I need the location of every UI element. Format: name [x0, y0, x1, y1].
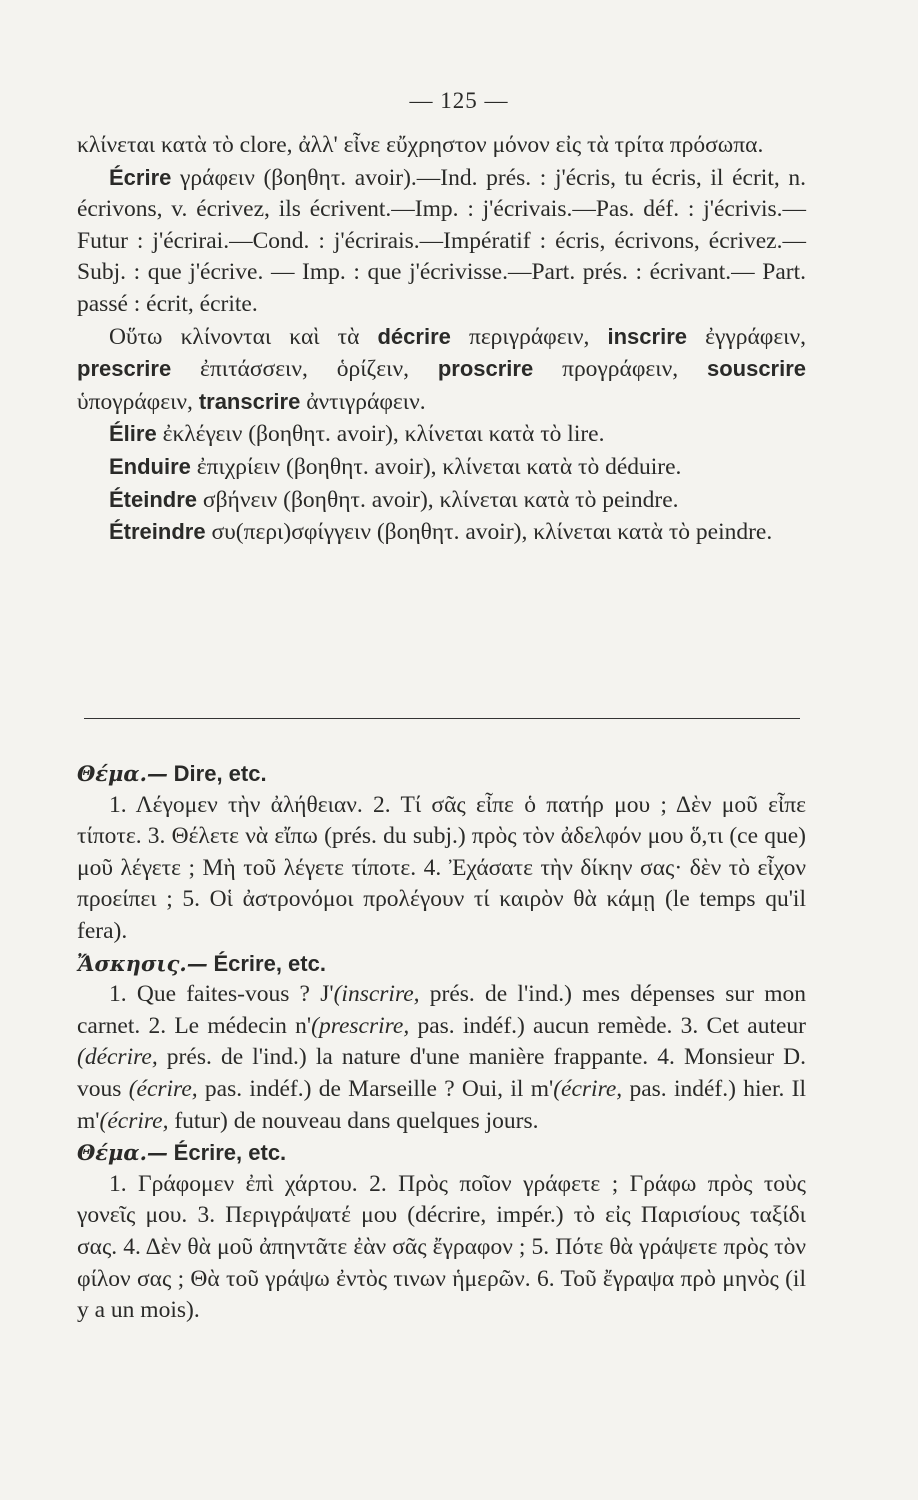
exercise-text: prés. de l'ind.) la nature d'une manière frappante. 4. Monsieur D. vous: [77, 1044, 806, 1102]
verb-decrire: décrire: [377, 323, 451, 349]
gloss-transcrire: ἀντιγράφειν.: [306, 388, 426, 415]
verb-headword: Enduire: [109, 453, 191, 479]
exercise-text: prés. de l'ind.) mes dépenses sur mon carnet. 2. Le médecin n': [77, 981, 807, 1039]
exercise-text: pas. indéf.) hier. Il m': [77, 1075, 806, 1134]
grammar-section: [77, 130, 806, 549]
ecrire-conjugation: γράφειν (βοηθητ. avoir).—Ind. prés. : j'écris, tu écris, il écrit, n. écrivons, v. écrivez, ils écrivent.—Imp. : j'écrivais.—Pas. déf. : j'écrivis.—Futur : j'écrirai.—Cond. : j'écrirais.—Impératif : écris, écrivons, écrivez.—Subj. : que j'écrive. — Imp. : que j'écrivisse.—Part. prés. : écrivant.— Part. passé : écrit, écrite.: [77, 164, 806, 317]
theme2-heading: [77, 1137, 806, 1169]
exercise-text: pas. indéf.) de Marseille ? Oui, il m': [197, 1075, 554, 1102]
exercise-verb: (inscrire,: [333, 981, 420, 1008]
verb-headword: Élire: [109, 421, 157, 447]
exercises-section: [77, 758, 806, 1327]
intro-paragraph: κλίνεται κατὰ τὸ clore, ἀλλ' εἶνε εὔχρηστον μόνον εἰς τὰ τρίτα πρόσωπα.: [77, 132, 764, 158]
compounds-lead: Οὕτω κλίνονται καὶ τὰ: [109, 323, 360, 350]
exercise-heading: [77, 948, 806, 980]
entry-elire: [77, 418, 806, 451]
section-divider: [84, 718, 800, 719]
exercise-verb: (prescrire,: [311, 1012, 410, 1039]
entry-text: σβήνειν (βοηθητ. avoir), κλίνεται κατὰ τὸ peindre.: [202, 486, 679, 513]
verb-headword: Étreindre: [109, 519, 206, 545]
heading-greek: Ἄσκησις.—: [77, 950, 208, 976]
verb-proscrire: proscrire: [437, 356, 534, 382]
ecrire-paragraph: [77, 162, 806, 321]
entry-text: ἐκλέγειν (βοηθητ. avoir), κλίνεται κατὰ τὸ lire.: [162, 421, 605, 448]
gloss-souscrire: ὑπογράφειν,: [77, 388, 193, 415]
heading-greek: Θέμα.—: [77, 761, 168, 786]
compounds-paragraph: [77, 321, 806, 419]
exercise-text: futur) de nouveau dans quelques jours.: [168, 1107, 539, 1134]
gloss-proscrire: προγράφειν,: [562, 356, 679, 383]
exercise-text: pas. indéf.) aucun remède. 3. Cet auteur: [409, 1012, 807, 1039]
entry-text: ἐπιχρίειν (βοηθητ. avoir), κλίνεται κατὰ τὸ déduire.: [196, 453, 682, 480]
entry-text: συ(περι)σφίγγειν (βοηθητ. avoir), κλίνεται κατὰ τὸ peindre.: [211, 519, 773, 546]
exercise-verb: (écrire,: [99, 1107, 169, 1134]
gloss-decrire: περιγράφειν,: [468, 323, 590, 350]
verb-headword: Éteindre: [109, 486, 198, 512]
theme1-body: 1. Λέγομεν τὴν ἀλήθειαν. 2. Τί σᾶς εἶπε ὁ πατήρ μου ; Δὲν μοῦ εἶπε τίποτε. 3. Θέλετε νὰ εἴπω (prés. du subj.) πρὸς τὸν ἀδελφόν μου ὅ,τι (ce que) μοῦ λέγετε ; Μὴ τοῦ λέγετε τίποτε. 4. Ἐχάσατε τὴν δίκην σας· δὲν τὸ εἶχον προείπει ; 5. Οἱ ἀστρονόμοι προλέγουν τί καιρὸν θὰ κάμῃ (le temps qu'il fera).: [77, 791, 806, 944]
heading-french: Écrire, etc.: [213, 950, 326, 976]
exercise-text: 1. Que faites-vous ? J': [109, 981, 334, 1008]
heading-greek: Θέμα.—: [77, 1140, 168, 1166]
verb-headword: Écrire: [109, 164, 172, 190]
heading-french: Dire, etc.: [173, 761, 267, 786]
gloss-inscrire: ἐγγράφειν,: [705, 323, 807, 350]
page-number: — 125 —: [409, 88, 509, 113]
verb-transcrire: transcrire: [198, 388, 301, 414]
verb-souscrire: souscrire: [706, 356, 807, 382]
theme2-body: 1. Γράφομεν ἐπὶ χάρτου. 2. Πρὸς ποῖον γράφετε ; Γράφω πρὸς τοὺς γονεῖς μου. 3. Περιγράψατέ μου (décrire, impér.) τὸ εἰς Παρισίους ταξίδι σας. 4. Δὲν θὰ μοῦ ἀπηντᾶτε ἐὰν σᾶς ἔγραφον ; 5. Πότε θὰ γράψετε πρὸς τὸν φίλον σας ; Θὰ τοῦ γράψω ἐντὸς τινων ἡμερῶν. 6. Τοῦ ἔγραψα πρὸ μηνὸς (il y a un mois).: [77, 1170, 806, 1324]
gloss-prescrire: ἐπιτάσσειν, ὁρίζειν,: [200, 356, 409, 383]
entry-enduire: [77, 451, 806, 484]
exercise-verb: (écrire,: [553, 1075, 623, 1102]
entry-eteindre: [77, 484, 806, 517]
exercise-body: [77, 979, 806, 1137]
exercise-verb: (écrire,: [128, 1075, 198, 1102]
heading-french: Écrire, etc.: [173, 1140, 287, 1166]
exercise-verb: (décrire,: [77, 1044, 158, 1071]
verb-inscrire: inscrire: [607, 323, 687, 349]
theme1-heading: [77, 758, 806, 790]
verb-prescrire: prescrire: [77, 356, 172, 382]
entry-etreindre: [77, 516, 806, 549]
